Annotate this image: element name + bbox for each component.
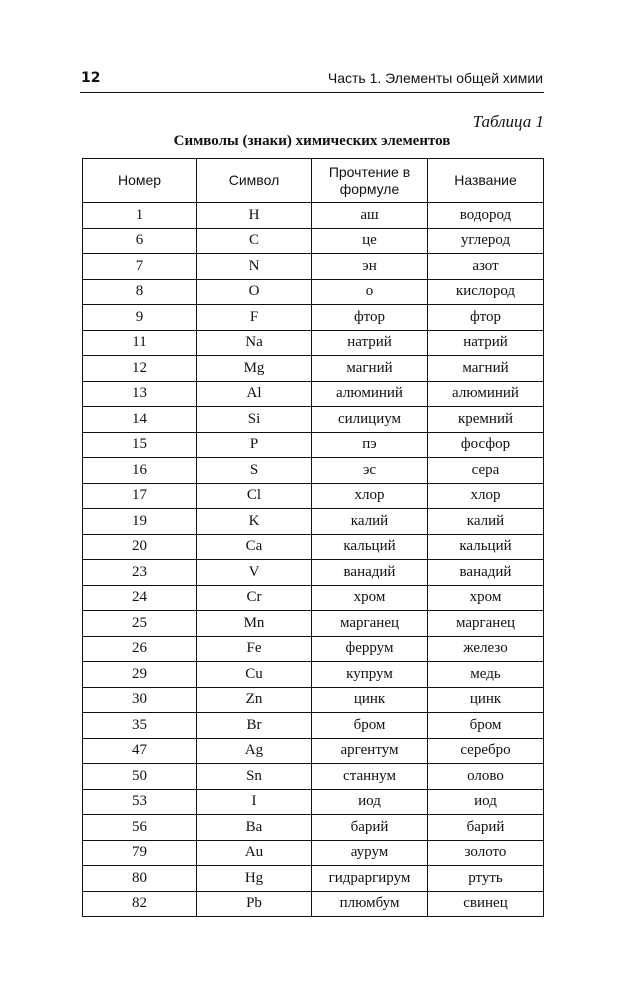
header-row bbox=[83, 159, 544, 203]
cell-number: 12 bbox=[83, 356, 197, 382]
running-head: Часть 1. Элементы общей химии bbox=[327, 70, 543, 86]
cell-name: золото bbox=[428, 840, 544, 866]
table-header bbox=[83, 159, 544, 203]
cell-symbol: Si bbox=[197, 407, 312, 433]
cell-symbol: Ag bbox=[197, 738, 312, 764]
cell-number: 20 bbox=[83, 534, 197, 560]
cell-reading: феррум bbox=[312, 636, 428, 662]
table-row bbox=[83, 407, 544, 433]
table-row bbox=[83, 381, 544, 407]
cell-reading: це bbox=[312, 228, 428, 254]
cell-symbol: F bbox=[197, 305, 312, 331]
cell-reading: натрий bbox=[312, 330, 428, 356]
table-row bbox=[83, 509, 544, 535]
cell-number: 25 bbox=[83, 611, 197, 637]
cell-symbol: H bbox=[197, 203, 312, 229]
table-row bbox=[83, 458, 544, 484]
cell-symbol: Fe bbox=[197, 636, 312, 662]
cell-reading: калий bbox=[312, 509, 428, 535]
cell-reading: о bbox=[312, 279, 428, 305]
cell-number: 19 bbox=[83, 509, 197, 535]
page-number: 12 bbox=[81, 70, 101, 86]
table-row bbox=[83, 840, 544, 866]
table-row bbox=[83, 560, 544, 586]
table-row bbox=[83, 279, 544, 305]
cell-symbol: C bbox=[197, 228, 312, 254]
cell-reading: пэ bbox=[312, 432, 428, 458]
cell-symbol: Hg bbox=[197, 866, 312, 892]
table-row bbox=[83, 891, 544, 917]
table-row bbox=[83, 483, 544, 509]
cell-number: 23 bbox=[83, 560, 197, 586]
cell-symbol: S bbox=[197, 458, 312, 484]
table-row bbox=[83, 713, 544, 739]
cell-number: 47 bbox=[83, 738, 197, 764]
cell-name: кислород bbox=[428, 279, 544, 305]
cell-reading: хром bbox=[312, 585, 428, 611]
cell-number: 79 bbox=[83, 840, 197, 866]
cell-reading: станнум bbox=[312, 764, 428, 790]
table-title: Символы (знаки) химических элементов bbox=[173, 133, 451, 149]
table-row bbox=[83, 305, 544, 331]
cell-name: бром bbox=[428, 713, 544, 739]
cell-number: 13 bbox=[83, 381, 197, 407]
table-label: Таблица 1 bbox=[472, 112, 544, 131]
cell-symbol: Cr bbox=[197, 585, 312, 611]
cell-number: 16 bbox=[83, 458, 197, 484]
cell-number: 50 bbox=[83, 764, 197, 790]
cell-number: 26 bbox=[83, 636, 197, 662]
cell-symbol: Ba bbox=[197, 815, 312, 841]
column-header-name: Название bbox=[428, 159, 544, 203]
cell-reading: гидраргирум bbox=[312, 866, 428, 892]
cell-reading: купрум bbox=[312, 662, 428, 688]
cell-reading: кальций bbox=[312, 534, 428, 560]
cell-reading: эн bbox=[312, 254, 428, 280]
cell-symbol: N bbox=[197, 254, 312, 280]
table-row bbox=[83, 662, 544, 688]
cell-reading: барий bbox=[312, 815, 428, 841]
cell-reading: аргентум bbox=[312, 738, 428, 764]
table-row bbox=[83, 432, 544, 458]
cell-name: кремний bbox=[428, 407, 544, 433]
cell-name: натрий bbox=[428, 330, 544, 356]
table-row bbox=[83, 764, 544, 790]
cell-number: 29 bbox=[83, 662, 197, 688]
cell-name: фосфор bbox=[428, 432, 544, 458]
cell-name: сера bbox=[428, 458, 544, 484]
table-row bbox=[83, 866, 544, 892]
cell-reading: аш bbox=[312, 203, 428, 229]
cell-number: 53 bbox=[83, 789, 197, 815]
table-row bbox=[83, 611, 544, 637]
cell-number: 30 bbox=[83, 687, 197, 713]
cell-number: 11 bbox=[83, 330, 197, 356]
cell-symbol: Cl bbox=[197, 483, 312, 509]
table-row bbox=[83, 789, 544, 815]
cell-name: водород bbox=[428, 203, 544, 229]
cell-name: азот bbox=[428, 254, 544, 280]
cell-number: 15 bbox=[83, 432, 197, 458]
cell-symbol: O bbox=[197, 279, 312, 305]
table-body bbox=[83, 203, 544, 917]
cell-name: свинец bbox=[428, 891, 544, 917]
cell-name: хлор bbox=[428, 483, 544, 509]
cell-number: 8 bbox=[83, 279, 197, 305]
cell-name: серебро bbox=[428, 738, 544, 764]
cell-name: магний bbox=[428, 356, 544, 382]
cell-number: 9 bbox=[83, 305, 197, 331]
header-rule bbox=[80, 92, 544, 93]
cell-name: хром bbox=[428, 585, 544, 611]
cell-name: ртуть bbox=[428, 866, 544, 892]
table-row bbox=[83, 815, 544, 841]
cell-number: 14 bbox=[83, 407, 197, 433]
cell-name: ванадий bbox=[428, 560, 544, 586]
cell-symbol: Pb bbox=[197, 891, 312, 917]
cell-name: железо bbox=[428, 636, 544, 662]
table-row bbox=[83, 228, 544, 254]
cell-reading: фтор bbox=[312, 305, 428, 331]
cell-symbol: Ca bbox=[197, 534, 312, 560]
cell-number: 6 bbox=[83, 228, 197, 254]
cell-name: олово bbox=[428, 764, 544, 790]
cell-symbol: Na bbox=[197, 330, 312, 356]
cell-name: иод bbox=[428, 789, 544, 815]
cell-name: цинк bbox=[428, 687, 544, 713]
cell-number: 1 bbox=[83, 203, 197, 229]
cell-name: марганец bbox=[428, 611, 544, 637]
cell-symbol: V bbox=[197, 560, 312, 586]
cell-reading: бром bbox=[312, 713, 428, 739]
cell-number: 80 bbox=[83, 866, 197, 892]
cell-symbol: Cu bbox=[197, 662, 312, 688]
cell-reading: иод bbox=[312, 789, 428, 815]
elements-table bbox=[82, 158, 544, 917]
cell-reading: цинк bbox=[312, 687, 428, 713]
column-header-symbol: Символ bbox=[197, 159, 312, 203]
cell-reading: эс bbox=[312, 458, 428, 484]
cell-reading: аурум bbox=[312, 840, 428, 866]
table-row bbox=[83, 356, 544, 382]
table-row bbox=[83, 254, 544, 280]
cell-symbol: Mg bbox=[197, 356, 312, 382]
cell-symbol: Au bbox=[197, 840, 312, 866]
cell-name: калий bbox=[428, 509, 544, 535]
cell-reading: силициум bbox=[312, 407, 428, 433]
cell-name: фтор bbox=[428, 305, 544, 331]
cell-number: 24 bbox=[83, 585, 197, 611]
table-row bbox=[83, 687, 544, 713]
cell-reading: хлор bbox=[312, 483, 428, 509]
cell-symbol: I bbox=[197, 789, 312, 815]
cell-symbol: Sn bbox=[197, 764, 312, 790]
cell-number: 56 bbox=[83, 815, 197, 841]
table-row bbox=[83, 738, 544, 764]
table-row bbox=[83, 203, 544, 229]
column-header-reading: Прочтение в формуле bbox=[312, 159, 428, 203]
cell-name: кальций bbox=[428, 534, 544, 560]
table-row bbox=[83, 585, 544, 611]
cell-symbol: K bbox=[197, 509, 312, 535]
cell-name: барий bbox=[428, 815, 544, 841]
cell-number: 17 bbox=[83, 483, 197, 509]
table-row bbox=[83, 636, 544, 662]
cell-number: 82 bbox=[83, 891, 197, 917]
cell-reading: алюминий bbox=[312, 381, 428, 407]
cell-symbol: Br bbox=[197, 713, 312, 739]
cell-symbol: Zn bbox=[197, 687, 312, 713]
cell-number: 7 bbox=[83, 254, 197, 280]
cell-reading: плюмбум bbox=[312, 891, 428, 917]
cell-symbol: Mn bbox=[197, 611, 312, 637]
cell-name: углерод bbox=[428, 228, 544, 254]
cell-name: алюминий bbox=[428, 381, 544, 407]
cell-reading: магний bbox=[312, 356, 428, 382]
cell-reading: марганец bbox=[312, 611, 428, 637]
cell-symbol: Al bbox=[197, 381, 312, 407]
column-header-number: Номер bbox=[83, 159, 197, 203]
cell-name: медь bbox=[428, 662, 544, 688]
cell-reading: ванадий bbox=[312, 560, 428, 586]
table-row bbox=[83, 330, 544, 356]
cell-symbol: P bbox=[197, 432, 312, 458]
cell-number: 35 bbox=[83, 713, 197, 739]
table-row bbox=[83, 534, 544, 560]
